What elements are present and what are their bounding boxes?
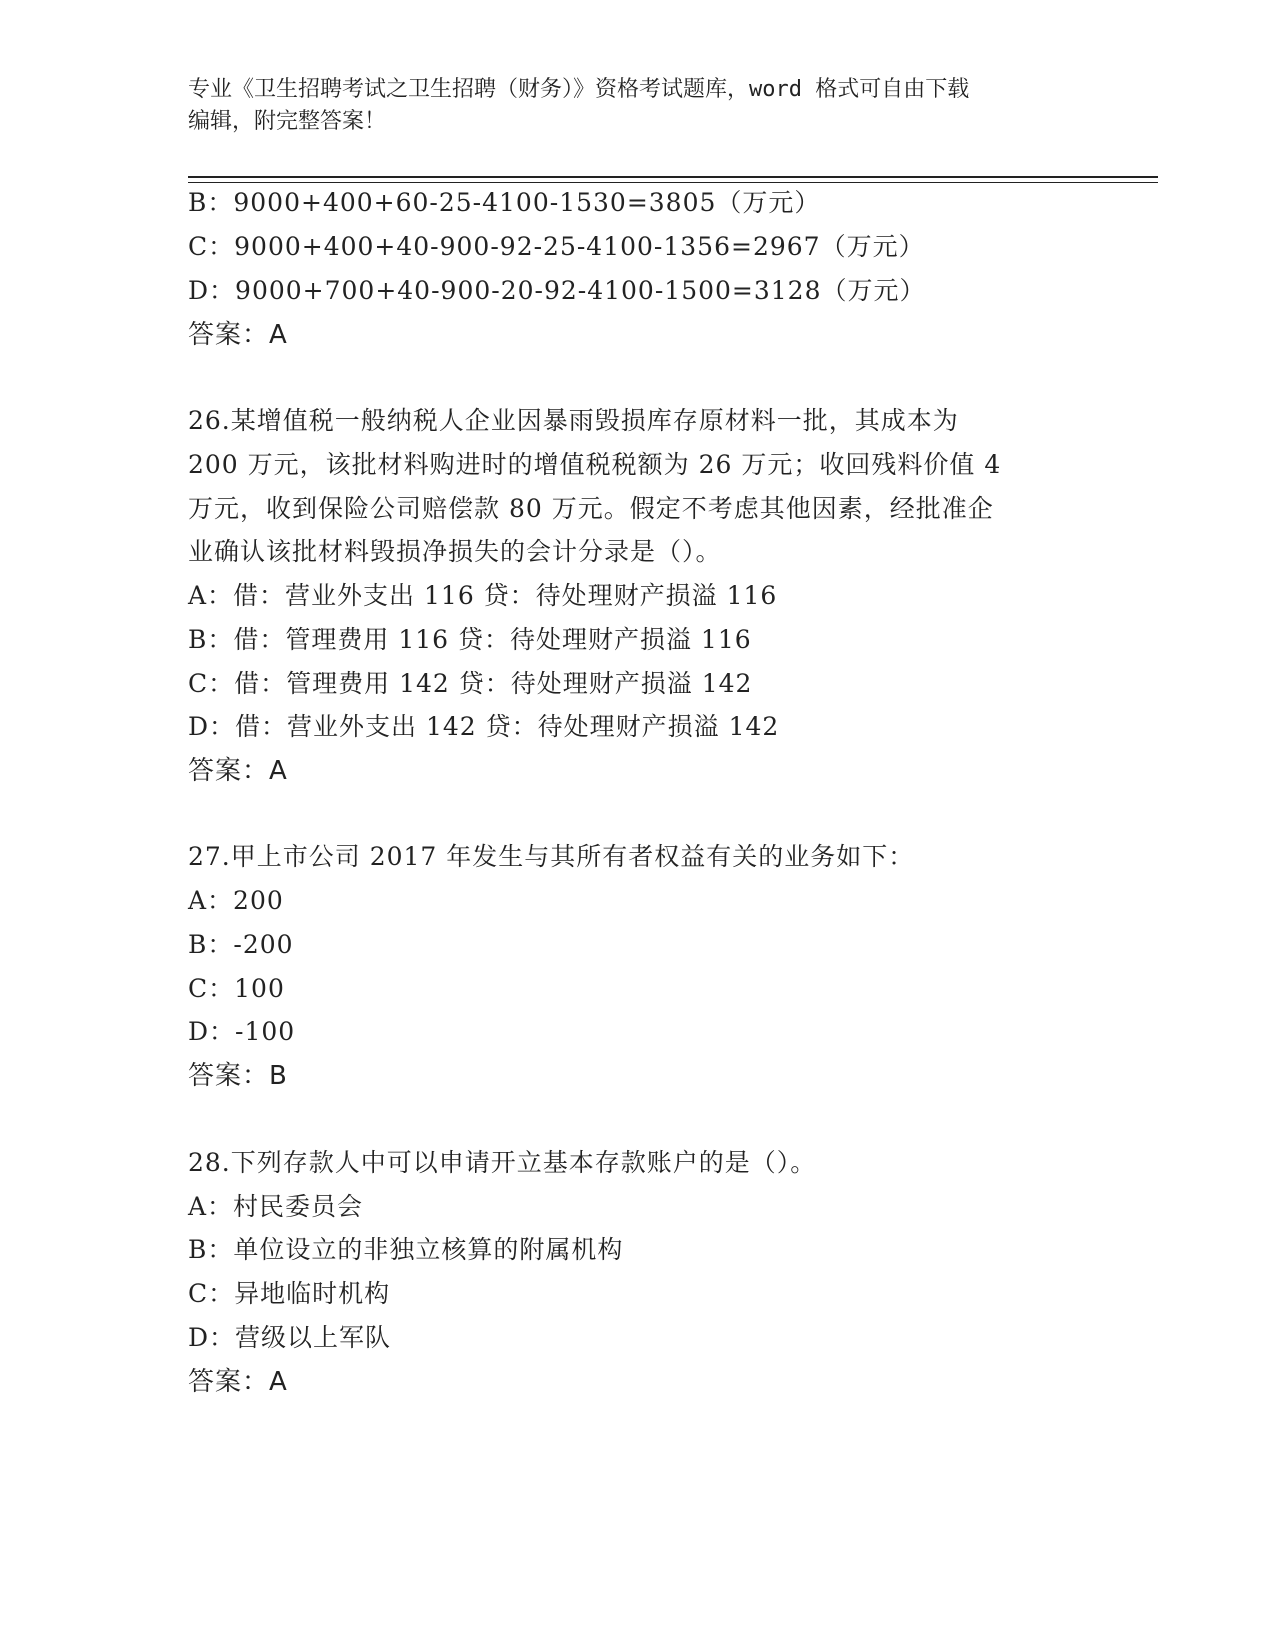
q26-option-c: C：借：管理费用 142 贷：待处理财产损溢 142 bbox=[188, 669, 753, 698]
document-header bbox=[188, 74, 1088, 138]
q26-option-a: A：借：营业外支出 116 贷：待处理财产损溢 116 bbox=[188, 581, 778, 610]
q25-option-c: C：9000+400+40-900-92-25-4100-1356=2967（万元） bbox=[188, 232, 925, 261]
header-divider-thick bbox=[188, 176, 1158, 178]
q25-option-b: B：9000+400+60-25-4100-1530=3805（万元） bbox=[188, 188, 821, 217]
q28-option-b: B：单位设立的非独立核算的附属机构 bbox=[188, 1235, 624, 1264]
q26-option-d: D：借：营业外支出 142 贷：待处理财产损溢 142 bbox=[188, 712, 780, 741]
q27-answer: 答案：B bbox=[188, 1061, 288, 1091]
q25-answer: 答案：A bbox=[188, 320, 288, 350]
q26-stem-line-4: 业确认该批材料毁损净损失的会计分录是（）。 bbox=[188, 537, 722, 566]
q28-stem-line-1: 28.下列存款人中可以申请开立基本存款账户的是（）。 bbox=[188, 1148, 817, 1177]
q26-stem-line-3: 万元，收到保险公司赔偿款 80 万元。假定不考虑其他因素，经批准企 bbox=[188, 494, 994, 523]
q26-answer: 答案：A bbox=[188, 756, 288, 786]
q27-option-d: D：-100 bbox=[188, 1017, 296, 1046]
header-line-2: 编辑，附完整答案！ bbox=[188, 109, 387, 134]
q26-stem-line-2: 200 万元，该批材料购进时的增值税税额为 26 万元；收回残料价值 4 bbox=[188, 450, 1002, 479]
q27-option-b: B：-200 bbox=[188, 930, 294, 959]
q25-option-d: D：9000+700+40-900-20-92-4100-1500=3128（万元） bbox=[188, 276, 926, 305]
q27-stem-line-1: 27.甲上市公司 2017 年发生与其所有者权益有关的业务如下： bbox=[188, 842, 915, 871]
q27-option-a: A：200 bbox=[188, 886, 284, 915]
header-divider-thin bbox=[188, 182, 1158, 183]
q28-option-a: A：村民委员会 bbox=[188, 1192, 364, 1221]
q28-option-c: C：异地临时机构 bbox=[188, 1279, 391, 1308]
header-line-1: 专业《卫生招聘考试之卫生招聘（财务）》资格考试题库，word 格式可自由下载 bbox=[188, 77, 970, 102]
q28-answer: 答案：A bbox=[188, 1367, 288, 1397]
q27-option-c: C：100 bbox=[188, 974, 285, 1003]
q26-option-b: B：借：管理费用 116 贷：待处理财产损溢 116 bbox=[188, 625, 752, 654]
q28-option-d: D：营级以上军队 bbox=[188, 1323, 392, 1352]
q26-stem-line-1: 26.某增值税一般纳税人企业因暴雨毁损库存原材料一批，其成本为 bbox=[188, 406, 959, 435]
